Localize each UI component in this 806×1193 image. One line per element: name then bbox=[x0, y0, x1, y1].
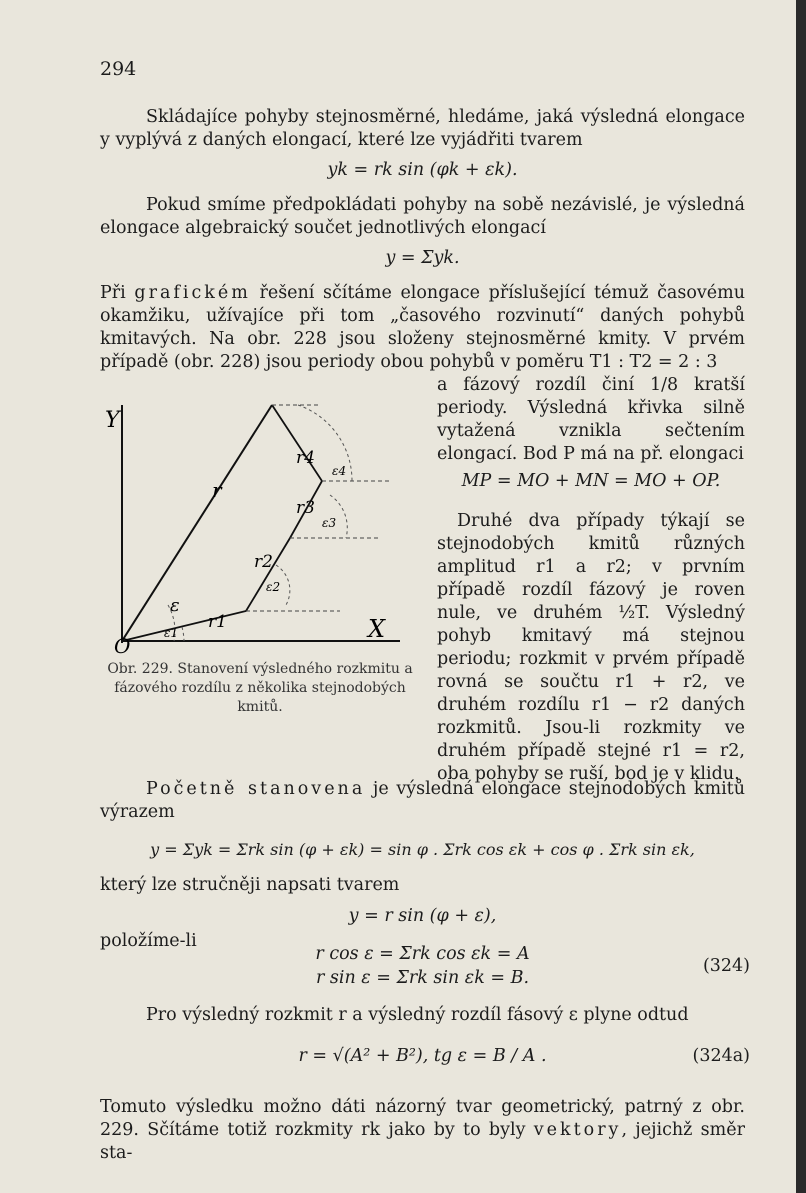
equation-mp: MP = MO + MN = MO + OP. bbox=[461, 471, 721, 491]
paragraph-2: Pokud smíme předpokládati pohyby na sobě nezávislé, je výsledná elongace algebraický součet jednotlivých elongací bbox=[100, 195, 745, 238]
page-edge-shadow bbox=[796, 0, 806, 1193]
eps3-label: ε3 bbox=[322, 516, 337, 530]
equation-expansion: y = Σyk = Σrk sin (φ + εk) = sin φ . Σrk cos εk + cos φ . Σrk sin εk, bbox=[150, 840, 695, 859]
equation-a: r cos ε = Σrk cos εk = A bbox=[315, 944, 530, 964]
paragraph-5-text: je výsledná elongace stejnodobých kmitů výrazem bbox=[100, 779, 745, 822]
r4-label: r4 bbox=[296, 448, 315, 468]
paragraph-9 bbox=[100, 1096, 745, 1165]
figure-229 bbox=[100, 395, 430, 655]
paragraph-3-text: řešení sčítáme elongace příslušející témuž časovému okamžiku, užívajíce při tom „časového rozvinutí“ daných pohybů kmitavých. Na obr. 228 jsou složeny stejnosměrné kmity. V prvém případě (obr. 228) jsou periody obou pohybů v poměru T1 : T2 = 2 : 3 bbox=[100, 283, 745, 372]
equation-resultant: y = r sin (φ + ε), bbox=[348, 906, 497, 926]
origin-label: O bbox=[114, 634, 131, 655]
axis-y-label: Y bbox=[105, 408, 120, 433]
paragraph-6: který lze stručněji napsati tvarem bbox=[100, 875, 400, 895]
equation-yk: yk = rk sin (φk + εk). bbox=[327, 160, 518, 180]
equation-number-324: (324) bbox=[702, 956, 750, 976]
paragraph-9-emphasis: vektory bbox=[533, 1120, 622, 1140]
figure-caption: Obr. 229. Stanovení výsledného rozkmitu a fázového rozdílu z několika stejnodobých kmitů. bbox=[107, 661, 413, 715]
paragraph-4: Druhé dva případy týkají se stejnodobých kmitů různých amplitud r1 a r2; v prvním případě rozdíl fázový je roven nule, ve druhém ½T. Výsledný pohyb kmitavý má stejnou periodu; rozkmit v prvém případě rovná se součtu r1 + r2, ve druhém rozdílu r1 − r2 daných rozkmitů. Jsou-li rozkmity ve druhém případě stejné r1 = r2, oba pohyby se ruší, bod je v klidu. bbox=[437, 511, 745, 784]
eps4-label: ε4 bbox=[332, 464, 347, 478]
page-number: 294 bbox=[100, 58, 137, 80]
r1-label: r1 bbox=[208, 612, 227, 632]
axis-x-label: X bbox=[368, 615, 386, 643]
paragraph-3 bbox=[100, 282, 745, 374]
paragraph-3-lead: Při bbox=[100, 283, 126, 303]
paragraph-5 bbox=[100, 778, 745, 824]
paragraph-9-text-b: , jejichž směr sta- bbox=[100, 1120, 745, 1163]
paragraph-3-right: a fázový rozdíl činí 1/8 kratší periody. Výsledná křivka silně vytažená vznikla sečtením elongací. Bod P má na př. elongaci bbox=[437, 375, 745, 464]
paragraph-7: položíme-li bbox=[100, 931, 197, 951]
paragraph-8: Pro výsledný rozkmit r a výsledný rozdíl fásový ε plyne odtud bbox=[146, 1005, 689, 1025]
paragraph-9-text-a: Tomuto výsledku možno dáti názorný tvar geometrický, patrný z obr. 229. Sčítáme totiž rozkmity rk jako by to byly bbox=[100, 1097, 745, 1140]
equation-b: r sin ε = Σrk sin εk = B. bbox=[315, 968, 530, 988]
eps2-label: ε2 bbox=[266, 580, 281, 594]
r2-label: r2 bbox=[254, 552, 273, 572]
equation-amplitude: r = √(A² + B²), tg ε = B / A . bbox=[298, 1046, 547, 1066]
paragraph-5-emphasis: Početně stanovena bbox=[146, 779, 366, 799]
equation-number-324a: (324a) bbox=[692, 1046, 750, 1066]
r3-label: r3 bbox=[296, 498, 315, 518]
equation-sum: y = Σyk. bbox=[385, 248, 460, 268]
resultant-eps-label: ε bbox=[170, 595, 180, 616]
eps1-label: ε1 bbox=[164, 626, 179, 640]
resultant-r-label: r bbox=[212, 478, 222, 502]
paragraph-3-emphasis: grafickém bbox=[134, 283, 251, 303]
paragraph-1: Skládajíce pohyby stejnosměrné, hledáme, jaká výsledná elongace y vyplývá z daných elongací, které lze vyjádřiti tvarem bbox=[100, 107, 745, 150]
